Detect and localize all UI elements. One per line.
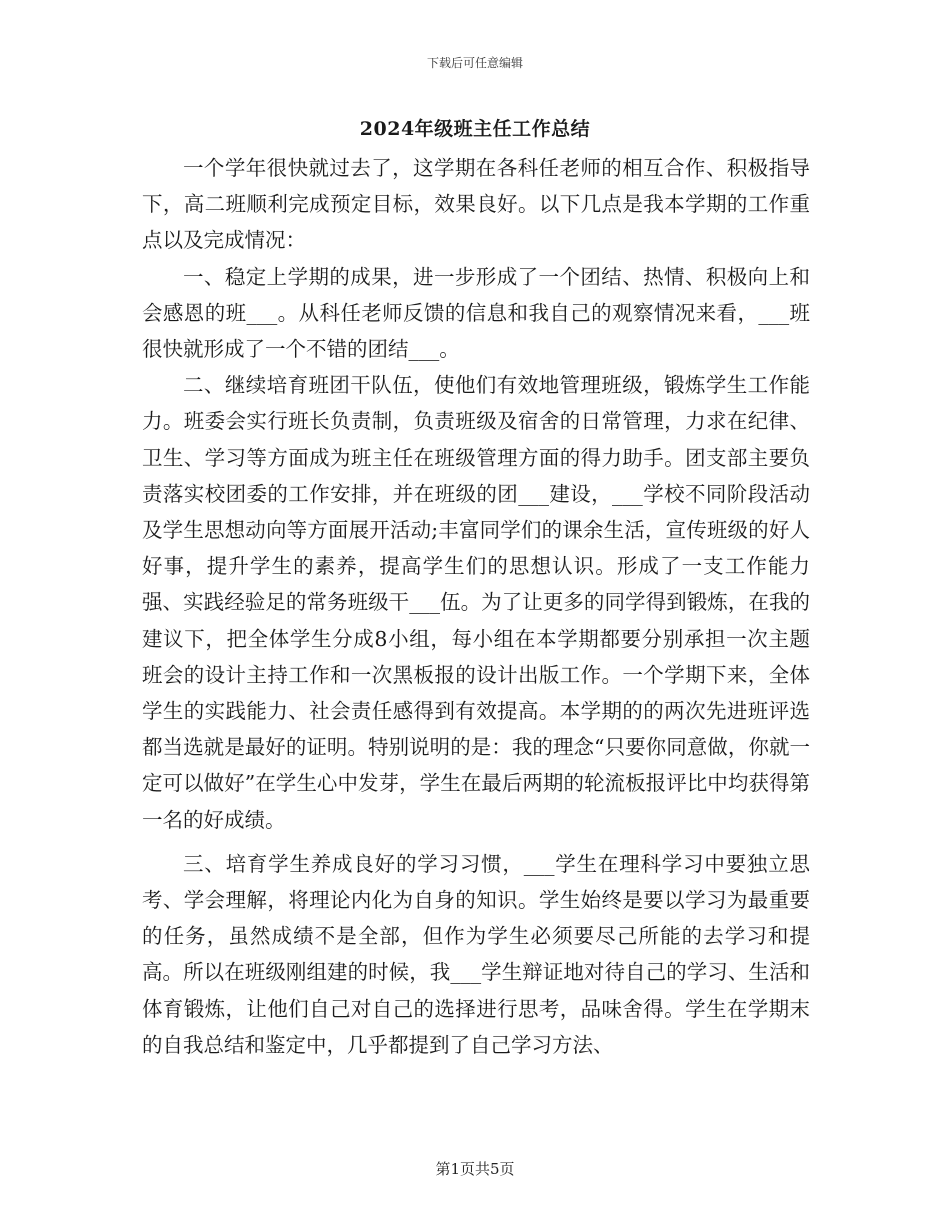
- paragraph-section-1: 一、稳定上学期的成果，进一步形成了一个团结、热情、积极向上和会感恩的班___。从科任老师反馈的信息和我自己的观察情况来看，___班很快就形成了一个不错的团结___。: [142, 264, 810, 362]
- paragraph-section-3: 三、培育学生养成良好的学习习惯，___学生在理科学习中要独立思考、学会理解，将理论内化为自身的知识。学生始终是要以学习为最重要的任务，虽然成绩不是全部，但作为学生必须要尽己所能的去学习和提高。所以在班级刚组建的时候，我___学生辩证地对待自己的学习、生活和体育锻炼，让他们自己对自己的选择进行思考，品味舍得。学生在学期末的自我总结和鉴定中，几乎都提到了自己学习方法、: [142, 851, 810, 1057]
- page-number: 第1页共5页: [435, 1160, 515, 1178]
- document-title: 2024年级班主任工作总结: [359, 118, 591, 140]
- paragraph-intro: 一个学年很快就过去了，这学期在各科任老师的相互合作、积极指导下，高二班顺利完成预定目标，效果良好。以下几点是我本学期的工作重点以及完成情况：: [142, 156, 810, 253]
- document-body: [142, 150, 810, 1063]
- paragraph-section-2: 二、继续培育班团干队伍，使他们有效地管理班级，锻炼学生工作能力。班委会实行班长负责制，负责班级及宿舍的日常管理，力求在纪律、卫生、学习等方面成为班主任在班级管理方面的得力助手。团支部主要负责落实校团委的工作安排，并在班级的团___建设，___学校不同阶段活动及学生思想动向等方面展开活动;丰富同学们的课余生活，宣传班级的好人好事，提升学生的素养，提高学生们的思想认识。形成了一支工作能力强、实践经验足的常务班级干___伍。为了让更多的同学得到锻炼，在我的建议下，把全体学生分成8小组，每小组在本学期都要分别承担一次主题班会的设计主持工作和一次黑板报的设计出版工作。一个学期下来，全体学生的实践能力、社会责任感得到有效提高。本学期的的两次先进班评选都当选就是最好的证明。特别说明的是：我的理念“只要你同意做，你就一定可以做好”在学生心中发芽，学生在最后两期的轮流板报评比中均获得第一名的好成绩。: [142, 373, 810, 832]
- page-header-note: 下载后可任意编辑: [426, 56, 523, 70]
